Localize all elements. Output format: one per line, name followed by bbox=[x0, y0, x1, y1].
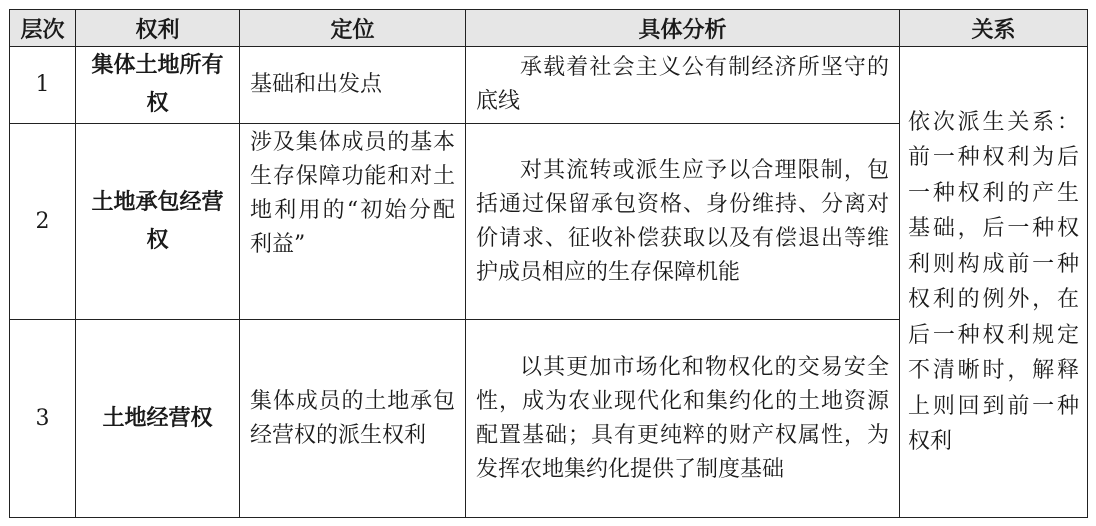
right-cell: 土地承包经营权 bbox=[76, 124, 240, 320]
level-cell: 3 bbox=[10, 320, 76, 518]
relation-cell: 依次派生关系：前一种权利为后一种权利的产生基础，后一种权利则构成前一种权利的例外，在后一种权利规定不清晰时，解释上则回到前一种权利 bbox=[900, 47, 1088, 518]
level-cell: 1 bbox=[10, 47, 76, 124]
header-level: 层次 bbox=[10, 10, 76, 47]
level-cell: 2 bbox=[10, 124, 76, 320]
rights-table bbox=[9, 9, 1088, 518]
header-analysis: 具体分析 bbox=[466, 10, 900, 47]
right-cell: 集体土地所有权 bbox=[76, 47, 240, 124]
table-row bbox=[10, 47, 1088, 124]
positioning-cell: 涉及集体成员的基本生存保障功能和对土地利用的“初始分配利益” bbox=[240, 124, 466, 320]
analysis-cell: 以其更加市场化和物权化的交易安全性，成为农业现代化和集约化的土地资源配置基础；具有更纯粹的财产权属性，为发挥农地集约化提供了制度基础 bbox=[466, 320, 900, 518]
positioning-cell: 集体成员的土地承包经营权的派生权利 bbox=[240, 320, 466, 518]
analysis-cell: 承载着社会主义公有制经济所坚守的底线 bbox=[466, 47, 900, 124]
header-row bbox=[10, 10, 1088, 47]
header-positioning: 定位 bbox=[240, 10, 466, 47]
analysis-cell: 对其流转或派生应予以合理限制，包括通过保留承包资格、身份维持、分离对价请求、征收补偿获取以及有偿退出等维护成员相应的生存保障机能 bbox=[466, 124, 900, 320]
header-right: 权利 bbox=[76, 10, 240, 47]
positioning-cell: 基础和出发点 bbox=[240, 47, 466, 124]
right-cell: 土地经营权 bbox=[76, 320, 240, 518]
header-relation: 关系 bbox=[900, 10, 1088, 47]
